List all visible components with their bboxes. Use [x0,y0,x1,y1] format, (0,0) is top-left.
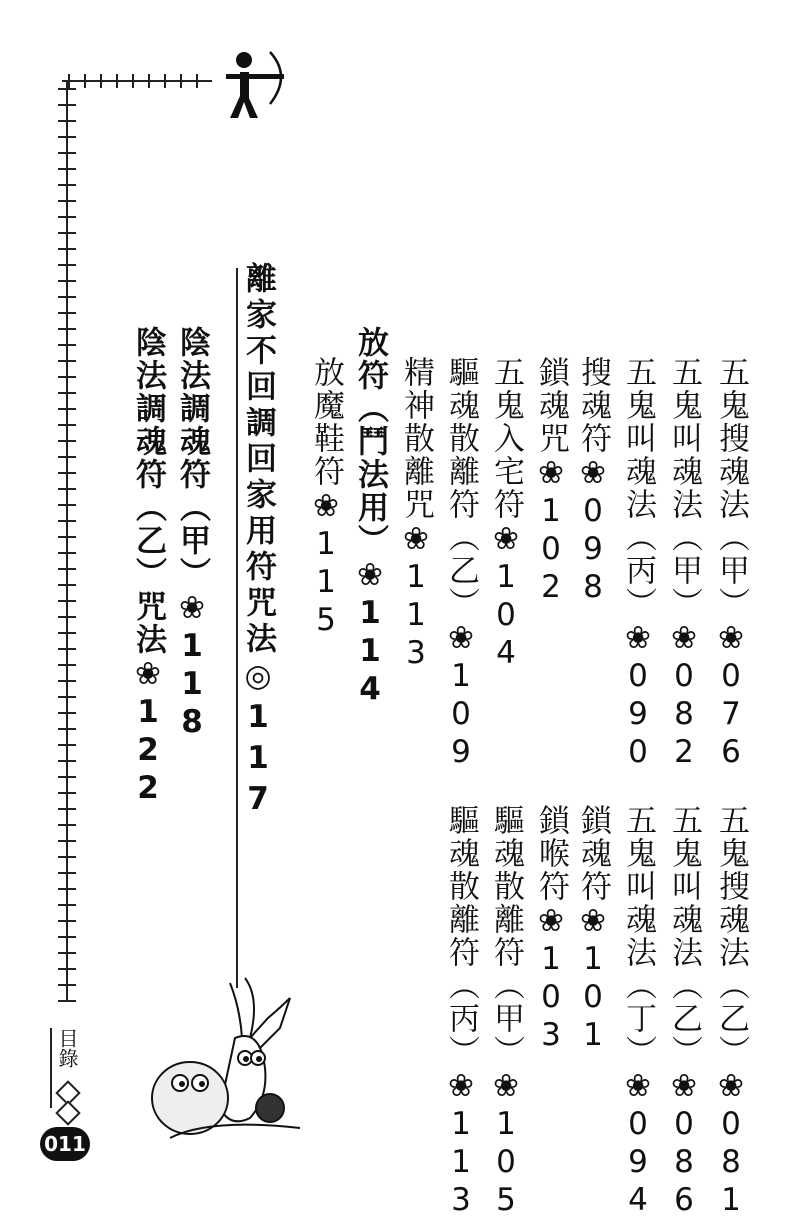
toc-entry: 五鬼搜魂法（甲）❀076 [713,356,749,772]
toc-entry: 放魔鞋符❀115 [308,356,344,640]
sidebar-label: 目錄 [55,1028,79,1068]
page-number: 011 [40,1127,90,1161]
cartoon-illustration [150,968,310,1158]
toc-entry: 五鬼入宅符❀104 [488,356,524,673]
vine-border-top [62,74,212,88]
toc-entry: 五鬼叫魂法（丁）❀094 [620,804,656,1220]
toc-entry: 搜魂符❀098 [575,356,611,607]
toc-entry: 驅魂散離符（甲）❀105 [488,804,524,1220]
toc-entry: 五鬼叫魂法（丙）❀090 [620,356,656,772]
toc-entry: 驅魂散離符（丙）❀113 [443,804,479,1220]
toc-entry: 五鬼搜魂法（乙）❀081 [713,804,749,1220]
archer-icon [222,48,292,120]
chapter-divider [236,268,238,988]
toc-entry: 陰法調魂符（甲）❀118 [174,326,210,742]
toc-entry: 鎖魂咒❀102 [533,356,569,607]
toc-entry: 精神散離咒❀113 [398,356,434,673]
toc-entry: 驅魂散離符（乙）❀109 [443,356,479,772]
vine-border-left [58,82,76,1002]
sidebar-rule [50,1028,52,1108]
toc-entry: 鎖喉符❀103 [533,804,569,1055]
toc-entry: 放符（鬥法用）❀114 [352,326,388,709]
diamond-icon [55,1100,80,1125]
toc-entry: 五鬼叫魂法（乙）❀086 [666,804,702,1220]
toc-entry: 陰法調魂符（乙）咒法❀122 [130,326,166,808]
toc-entry: 五鬼叫魂法（甲）❀082 [666,356,702,772]
toc-entry: 鎖魂符❀101 [575,804,611,1055]
chapter-title: 離家不回調回家用符咒法◎117 [240,262,276,822]
